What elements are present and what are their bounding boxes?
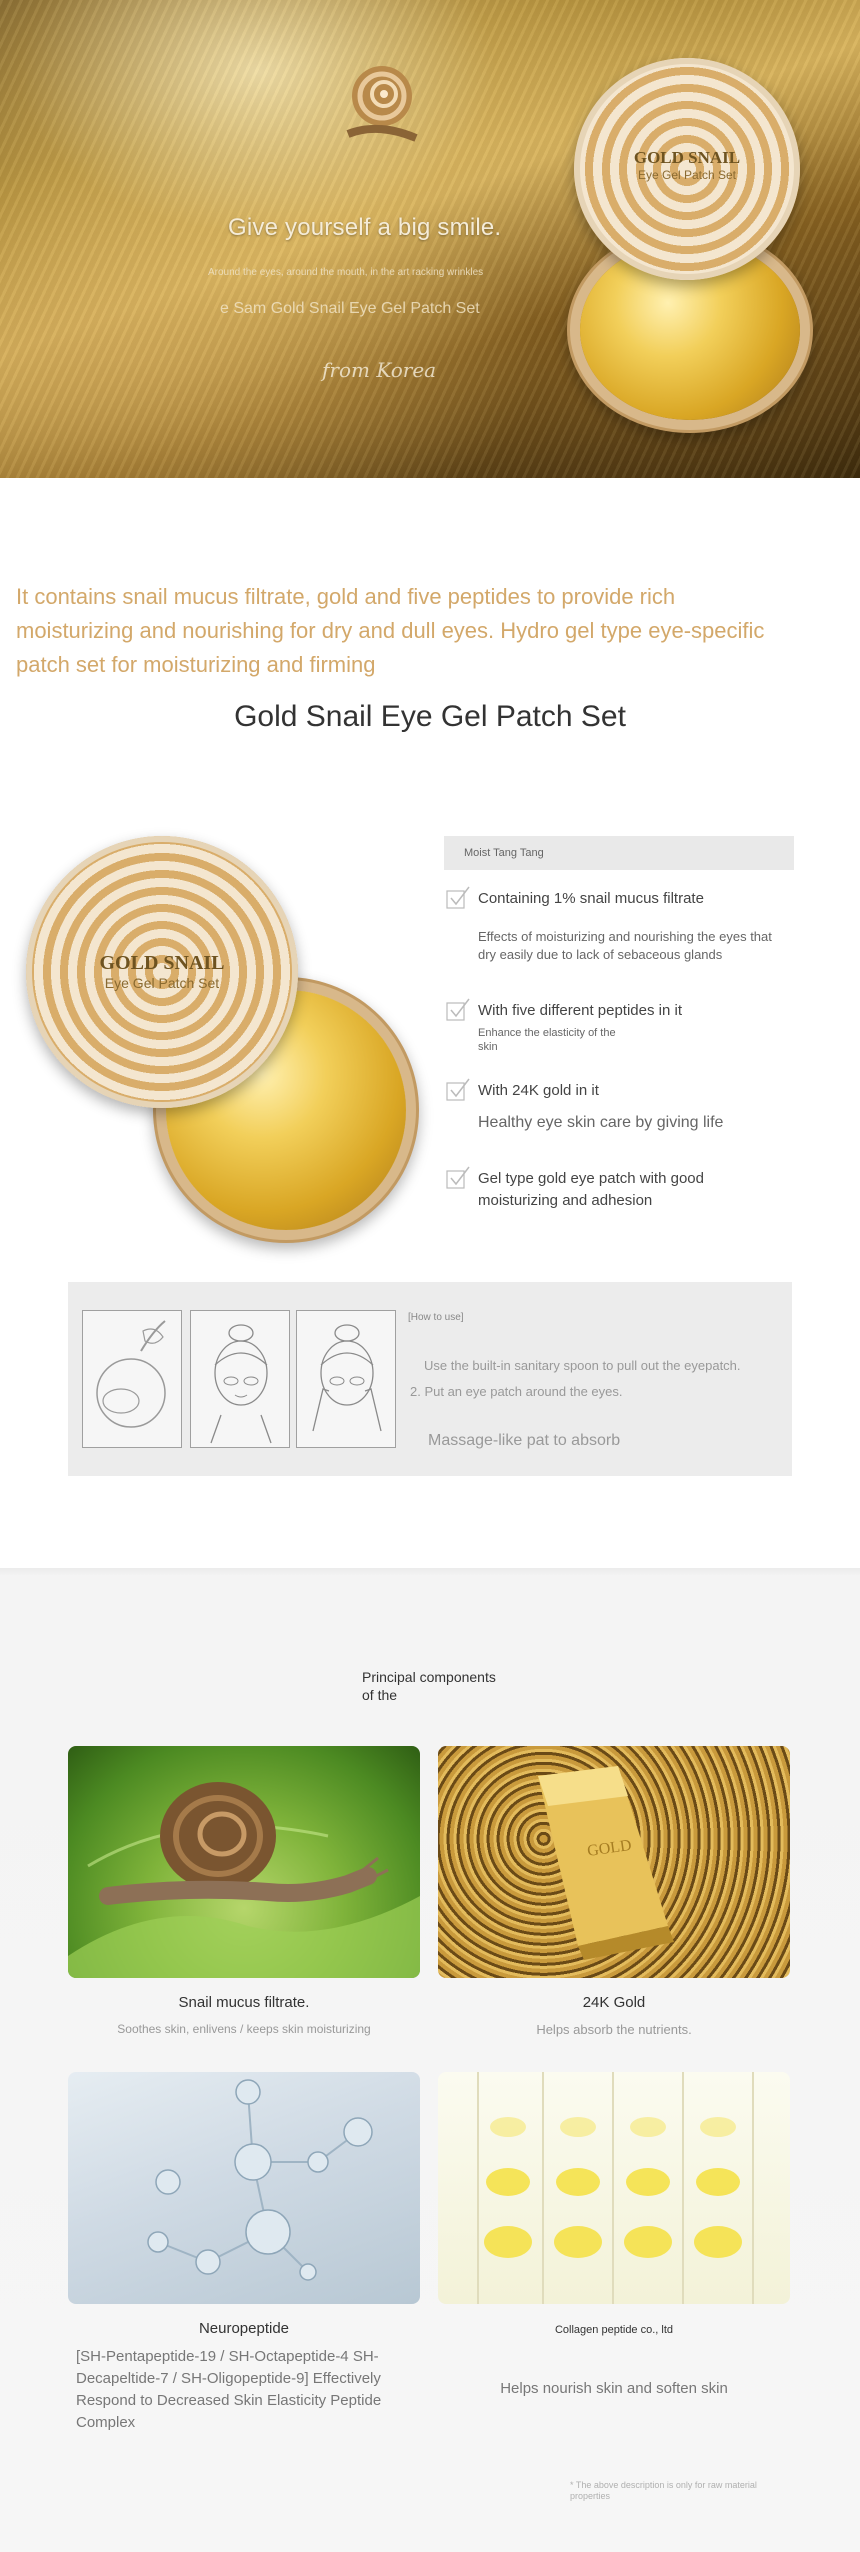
svg-text:GOLD: GOLD — [586, 1836, 633, 1860]
hero-description: Around the eyes, around the mouth, in the art racking wrinkles — [208, 267, 484, 278]
step-illustration-spoon — [82, 1310, 182, 1448]
ingredient-description: Helps nourish skin and soften skin — [500, 2380, 728, 2397]
step-illustration-face — [190, 1310, 290, 1448]
how-to-step: Use the built-in sanitary spoon to pull out the eyepatch. — [424, 1358, 741, 1373]
how-to-step: Massage-like pat to absorb — [428, 1432, 621, 1449]
face-icon — [191, 1311, 291, 1449]
checkbox-icon — [446, 886, 470, 910]
snail-icon — [338, 52, 430, 142]
snail-icon — [68, 1746, 420, 1978]
product-jar-label — [26, 952, 298, 991]
hero-jar-label — [574, 148, 800, 182]
hero-jar-label-line1: GOLD SNAIL — [633, 148, 741, 167]
collagen-photo — [438, 2072, 790, 2304]
ingredient-description: [SH-Pentapeptide-19 / SH-Octapeptide-4 SH-Decapeltide-7 / SH-Oligopeptide-9] Effectively Respond to Decreased Skin Elasticity Peptide Complex — [76, 2348, 382, 2431]
step-illustration-pat — [296, 1310, 396, 1448]
product-title: Gold Snail Eye Gel Patch Set — [234, 700, 626, 733]
product-jar-lid — [26, 836, 298, 1108]
checkbox-icon — [446, 1166, 470, 1190]
feature-item — [446, 1166, 806, 1226]
how-to-step: 2. Put an eye patch around the eyes. — [410, 1384, 623, 1399]
molecule-icon — [68, 2072, 420, 2304]
how-to-use-panel — [68, 1282, 792, 1476]
spoon-icon — [83, 1311, 183, 1449]
checkbox-icon — [446, 1078, 470, 1102]
feature-item — [446, 886, 806, 966]
hero-signature: from Korea — [322, 358, 437, 382]
snail-photo — [68, 1746, 420, 1978]
feature-item — [446, 1078, 806, 1138]
feature-title: With 24K gold in it — [478, 1082, 599, 1099]
ingredient-name: Snail mucus filtrate. — [178, 1994, 310, 2011]
how-to-use-label: [How to use] — [408, 1312, 464, 1323]
collagen-wells-icon — [438, 2072, 790, 2304]
hero-jar-label-line2: Eye Gel Patch Set — [637, 168, 737, 182]
feature-description: Enhance the elasticity of the skin — [478, 1027, 616, 1053]
feature-description: Healthy eye skin care by giving life — [478, 1114, 724, 1131]
hero-subtitle: e Sam Gold Snail Eye Gel Patch Set — [220, 300, 480, 317]
feature-description: Effects of moisturizing and nourishing the eyes that dry easily due to lack of sebaceous glands — [478, 929, 772, 962]
feature-title: With five different peptides in it — [478, 1002, 682, 1019]
ingredient-name: Neuropeptide — [198, 2320, 290, 2337]
gold-bar-photo — [438, 1746, 790, 1978]
hero-jar-lid — [574, 58, 800, 280]
feature-title: Gel type gold eye patch with good moisturizing and adhesion — [478, 1170, 704, 1209]
footnote: * The above description is only for raw material properties — [570, 2480, 757, 2501]
ingredients-heading: Principal components of the — [362, 1669, 496, 1703]
product-jar-label-line2: Eye Gel Patch Set — [104, 975, 220, 991]
pat-face-icon — [297, 1311, 397, 1449]
ingredient-name: 24K Gold — [582, 1994, 646, 2011]
ingredient-description: Helps absorb the nutrients. — [536, 2022, 692, 2037]
hero-banner — [0, 0, 860, 478]
molecule-photo — [68, 2072, 420, 2304]
hero-title: Give yourself a big smile. — [228, 214, 502, 241]
features-header: Moist Tang Tang — [444, 836, 794, 870]
ingredient-name: Collagen peptide co., ltd — [554, 2324, 674, 2336]
feature-item — [446, 998, 806, 1068]
intro-text: It contains snail mucus filtrate, gold and five peptides to provide rich moisturizing and nourishing for dry and dull eyes. Hydro gel type eye-specific patch set for moisturizing and firming — [16, 584, 765, 677]
checkbox-icon — [446, 998, 470, 1022]
gold-bar-icon — [438, 1746, 790, 1978]
ingredient-description: Soothes skin, enlivens / keeps skin moisturizing — [117, 2022, 371, 2036]
product-jar-label-line1: GOLD SNAIL — [99, 952, 225, 974]
feature-title: Containing 1% snail mucus filtrate — [478, 890, 704, 907]
